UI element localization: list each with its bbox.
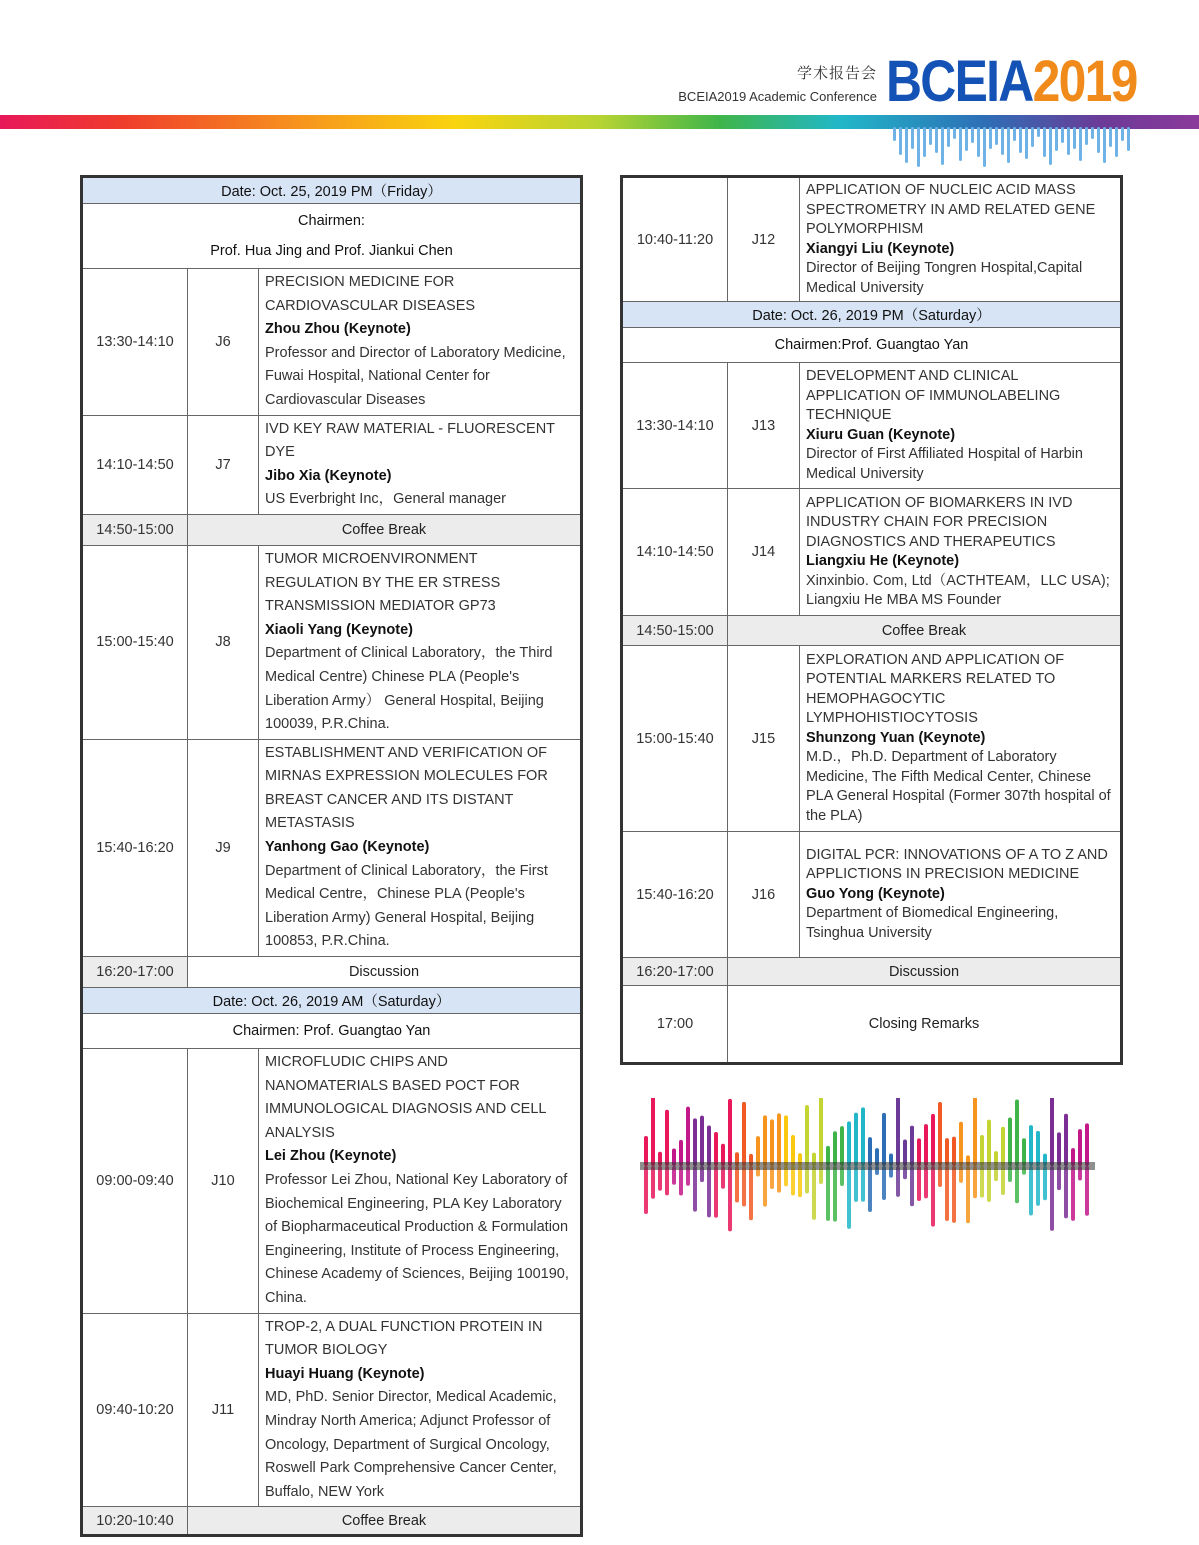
talk-time: 13:30-14:10 [622, 363, 728, 489]
talk-affiliation: Department of Clinical Laboratory，the First Medical Centre，Chinese PLA (People's Liberation Army) General Hospital, Beijing 100853, P.R.China. [265, 862, 548, 950]
session-date: Date: Oct. 25, 2019 PM（Friday） [82, 177, 582, 204]
soundwave-bar [749, 1166, 753, 1220]
soundwave-bar [1103, 127, 1106, 163]
soundwave-bar [1064, 1166, 1068, 1218]
talk-speaker: Huayi Huang (Keynote) [265, 1365, 425, 1382]
closing-label: Closing Remarks [728, 986, 1122, 1064]
talk-row [622, 832, 1122, 958]
soundwave-bar [1115, 127, 1118, 157]
soundwave-bar [707, 1166, 711, 1217]
soundwave-top-decoration [890, 125, 1130, 170]
soundwave-bar [1022, 1138, 1026, 1166]
soundwave-bar [819, 1098, 823, 1166]
soundwave-bar [798, 1166, 802, 1197]
talk-speaker: Guo Yong (Keynote) [806, 885, 945, 902]
talk-code: J8 [188, 545, 259, 739]
talk-code: J10 [188, 1049, 259, 1314]
talk-affiliation: US Everbright Inc，General manager [265, 491, 506, 508]
soundwave-bar [910, 1126, 914, 1166]
talk-details [259, 739, 582, 956]
soundwave-bar [917, 1138, 921, 1166]
talk-details [800, 832, 1122, 958]
talk-affiliation: Director of Beijing Tongren Hospital,Capital Medical University [806, 260, 1083, 296]
discussion-row [82, 957, 582, 988]
talk-speaker: Xiangyi Liu (Keynote) [806, 240, 955, 257]
soundwave-bar [1001, 1127, 1005, 1166]
talk-title: DIGITAL PCR: INNOVATIONS OF A TO Z AND APPLICTIONS IN PRECISION MEDICINE [806, 846, 1108, 883]
soundwave-bar [784, 1115, 788, 1166]
soundwave-bar [1031, 127, 1034, 147]
soundwave-bar [651, 1098, 655, 1166]
soundwave-bar [686, 1107, 690, 1166]
talk-affiliation: MD, PhD. Senior Director, Medical Academic, Mindray North America; Adjunct Professor of Oncology, Department of Surgical Oncology, Roswell Park Comprehensive Cancer Center, Buffalo, NEW York [265, 1389, 557, 1500]
soundwave-bar [700, 1116, 704, 1166]
closing-row [622, 986, 1122, 1064]
talk-title: TUMOR MICROENVIRONMENT REGULATION BY THE ER STRESS TRANSMISSION MEDIATOR GP73 [265, 550, 501, 615]
soundwave-bar [805, 1105, 809, 1166]
closing-time: 17:00 [622, 986, 728, 1064]
talk-title: EXPLORATION AND APPLICATION OF POTENTIAL MARKERS RELATED TO HEMOPHAGOCYTIC LYMPHOHISTIOCYTOSIS [806, 651, 1065, 727]
talk-row [622, 177, 1122, 302]
soundwave-bar [812, 1166, 816, 1220]
logo-year: 2019 [1032, 49, 1137, 114]
talk-affiliation: Director of First Affiliated Hospital of Harbin Medical University [806, 446, 1083, 482]
soundwave-bar [868, 1137, 872, 1166]
soundwave-bar [1019, 127, 1022, 153]
break-row [82, 514, 582, 545]
talk-row [82, 1049, 582, 1314]
break-label: Coffee Break [188, 514, 582, 545]
soundwave-bar [893, 127, 896, 141]
soundwave-bar [899, 127, 902, 155]
soundwave-bar [791, 1166, 795, 1196]
talk-title: APPLICATION OF BIOMARKERS IN IVD INDUSTRY CHAIN FOR PRECISION DIAGNOSTICS AND THERAPEUTICS [806, 494, 1073, 550]
soundwave-bar [791, 1135, 795, 1166]
talk-speaker: Yanhong Gao (Keynote) [265, 839, 430, 856]
header-cn-title: 学术报告会 [796, 65, 877, 82]
soundwave-bar [1085, 1123, 1089, 1166]
soundwave-bar [1037, 127, 1040, 137]
soundwave-bar [977, 127, 980, 157]
talk-affiliation: Xinxinbio. Com, Ltd（ACTHTEAM，LLC USA); Liangxiu He MBA MS Founder [806, 572, 1110, 608]
talk-code: J14 [728, 489, 800, 616]
soundwave-bar [1097, 127, 1100, 153]
talk-affiliation: Professor Lei Zhou, National Key Laboratory of Biochemical Engineering, PLA Key Laboratory of Biopharmaceutical Production & Formulation Engineering, Institute of Process Engineering, Chinese Academy of Sciences, Beijing 100190, China. [265, 1172, 569, 1306]
talk-row [622, 646, 1122, 832]
break-label: Coffee Break [188, 1507, 582, 1536]
soundwave-bar [980, 1166, 984, 1198]
soundwave-bar [805, 1166, 809, 1193]
soundwave-bar [987, 1166, 991, 1202]
talk-time: 14:10-14:50 [82, 415, 188, 514]
talk-affiliation: M.D.，Ph.D. Department of Laboratory Medicine, The Fifth Medical Center, Chinese PLA General Hospital (Former 307th hospital of the PLA) [806, 749, 1111, 824]
soundwave-bar [854, 1166, 858, 1202]
soundwave-bar [1091, 127, 1094, 139]
talk-time: 13:30-14:10 [82, 269, 188, 416]
soundwave-bar [693, 1118, 697, 1166]
soundwave-bar [973, 1098, 977, 1166]
talk-row [82, 1313, 582, 1507]
soundwave-bar [911, 127, 914, 149]
talk-speaker: Zhou Zhou (Keynote) [265, 321, 411, 338]
discussion-label: Discussion [188, 957, 582, 988]
soundwave-bar [1015, 1099, 1019, 1166]
soundwave-bar [1029, 1125, 1033, 1166]
soundwave-bar [1043, 127, 1046, 157]
soundwave-bar [742, 1166, 746, 1206]
soundwave-bar [938, 1102, 942, 1166]
discussion-time: 16:20-17:00 [82, 957, 188, 988]
soundwave-bar [1050, 1098, 1054, 1166]
soundwave-bar [728, 1166, 732, 1231]
soundwave-bar [1121, 127, 1124, 141]
header-en-title: BCEIA2019 Academic Conference [678, 89, 877, 104]
talk-time: 15:00-15:40 [82, 545, 188, 739]
soundwave-bar [763, 1115, 767, 1166]
soundwave-bar [763, 1166, 767, 1207]
talk-title: IVD KEY RAW MATERIAL - FLUORESCENT DYE [265, 420, 555, 461]
soundwave-bar [935, 127, 938, 153]
soundwave-bar [644, 1166, 648, 1214]
break-row [622, 616, 1122, 646]
soundwave-bar [1079, 127, 1082, 161]
soundwave-bar [1001, 127, 1004, 155]
talk-time: 15:40-16:20 [82, 739, 188, 956]
soundwave-bar [1061, 127, 1064, 143]
discussion-row [622, 958, 1122, 986]
soundwave-bar [973, 1166, 977, 1198]
talk-speaker: Liangxiu He (Keynote) [806, 553, 960, 569]
soundwave-bar [1078, 1129, 1082, 1166]
soundwave-bar [770, 1119, 774, 1166]
talk-code: J6 [188, 269, 259, 416]
soundwave-bar [947, 127, 950, 147]
soundwave-bar [966, 1166, 970, 1223]
talk-time: 14:10-14:50 [622, 489, 728, 616]
soundwave-bar [728, 1099, 732, 1166]
talk-speaker: Xiaoli Yang (Keynote) [265, 621, 413, 638]
soundwave-bar [917, 127, 920, 167]
break-label: Coffee Break [728, 616, 1122, 646]
talk-details [259, 545, 582, 739]
chair-label: Chairmen: [298, 213, 365, 229]
soundwave-center-line [640, 1162, 1095, 1170]
soundwave-bar [989, 127, 992, 149]
soundwave-bar [644, 1136, 648, 1166]
soundwave-bar [1064, 1114, 1068, 1166]
schedule-table-right [620, 175, 1123, 1065]
soundwave-bar [861, 1107, 865, 1166]
talk-row [82, 415, 582, 514]
soundwave-bar [1050, 1166, 1054, 1231]
bceia-logo [886, 49, 1137, 114]
soundwave-bar [833, 1166, 837, 1222]
talk-time: 09:00-09:40 [82, 1049, 188, 1314]
soundwave-bar [1029, 1166, 1033, 1216]
talk-details [259, 415, 582, 514]
logo-text: BCEIA [886, 49, 1033, 114]
talk-details [259, 1313, 582, 1507]
talk-code: J16 [728, 832, 800, 958]
soundwave-decoration [640, 1098, 1100, 1233]
talk-details [259, 1049, 582, 1314]
discussion-time: 16:20-17:00 [622, 958, 728, 986]
soundwave-bar [924, 1124, 928, 1166]
session-chairmen: Chairmen:Prof. Guangtao Yan [622, 328, 1122, 363]
soundwave-bar [826, 1166, 830, 1221]
soundwave-bar [959, 127, 962, 161]
soundwave-bar [1007, 127, 1010, 163]
break-time: 14:50-15:00 [82, 514, 188, 545]
talk-speaker: Jibo Xia (Keynote) [265, 467, 392, 484]
soundwave-bar [995, 127, 998, 145]
soundwave-bar [868, 1166, 872, 1212]
talk-title: MICROFLUDIC CHIPS AND NANOMATERIALS BASED POCT FOR IMMUNOLOGICAL DIAGNOSIS AND CELL ANALYSIS [265, 1054, 546, 1141]
soundwave-bar [896, 1098, 900, 1166]
soundwave-bar [679, 1166, 683, 1195]
soundwave-bar [861, 1166, 865, 1202]
soundwave-bar [756, 1136, 760, 1166]
talk-affiliation: Department of Biomedical Engineering, Tsinghua University [806, 905, 1059, 941]
soundwave-bar [923, 127, 926, 157]
break-time: 10:20-10:40 [82, 1507, 188, 1536]
talk-title: ESTABLISHMENT AND VERIFICATION OF MIRNAS EXPRESSION MOLECULES FOR BREAST CANCER AND ITS DISTANT METASTASIS [265, 744, 548, 832]
soundwave-bar [847, 1166, 851, 1229]
soundwave-bar [882, 1166, 886, 1200]
talk-code: J13 [728, 363, 800, 489]
talk-speaker: Xiuru Guan (Keynote) [806, 426, 956, 443]
talk-time: 15:00-15:40 [622, 646, 728, 832]
talk-speaker: Shunzong Yuan (Keynote) [806, 729, 986, 746]
soundwave-bar [847, 1121, 851, 1166]
soundwave-bar [840, 1126, 844, 1166]
soundwave-bar [952, 1137, 956, 1166]
talk-affiliation: Department of Clinical Laboratory，the Third Medical Centre) Chinese PLA (People's Liberation Army） General Hospital, Beijing 100039, P.R.China. [265, 645, 553, 733]
soundwave-bar [983, 127, 986, 167]
soundwave-bar [1073, 127, 1076, 149]
soundwave-bar [1008, 1117, 1012, 1166]
talk-row [82, 269, 582, 416]
talk-title: TROP-2, A DUAL FUNCTION PROTEIN IN TUMOR BIOLOGY [265, 1318, 543, 1359]
soundwave-bar [1015, 1166, 1019, 1203]
soundwave-bar [896, 1166, 900, 1197]
talk-code: J9 [188, 739, 259, 956]
soundwave-bar [1067, 127, 1070, 155]
soundwave-bar [854, 1113, 858, 1166]
talk-row [622, 489, 1122, 616]
soundwave-bar [1025, 127, 1028, 159]
soundwave-bar [714, 1132, 718, 1166]
talk-time: 15:40-16:20 [622, 832, 728, 958]
soundwave-bar [1036, 1166, 1040, 1206]
talk-details [800, 177, 1122, 302]
soundwave-bar [1071, 1166, 1075, 1221]
talk-details [800, 646, 1122, 832]
session-chairmen: Chairmen: Prof. Guangtao Yan [82, 1014, 582, 1049]
soundwave-bar [910, 1166, 914, 1206]
chair-names: Prof. Hua Jing and Prof. Jiankui Chen [210, 243, 453, 259]
soundwave-bar [931, 1166, 935, 1227]
soundwave-bar [1001, 1166, 1005, 1195]
soundwave-bar [693, 1166, 697, 1212]
talk-title: DEVELOPMENT AND CLINICAL APPLICATION OF IMMUNOLABELING TECHNIQUE [806, 368, 1061, 423]
soundwave-bar [1049, 127, 1052, 165]
talk-title: PRECISION MEDICINE FOR CARDIOVASCULAR DISEASES [265, 274, 476, 314]
soundwave-bar [1127, 127, 1130, 151]
soundwave-bar [945, 1166, 949, 1221]
talk-time: 09:40-10:20 [82, 1313, 188, 1507]
soundwave-bar [1057, 1132, 1061, 1166]
session-date: Date: Oct. 26, 2019 AM（Saturday） [82, 988, 582, 1014]
talk-code: J12 [728, 177, 800, 302]
session-date: Date: Oct. 26, 2019 PM（Saturday） [622, 302, 1122, 328]
break-row [82, 1507, 582, 1536]
talk-title: APPLICATION OF NUCLEIC ACID MASS SPECTROMETRY IN AMD RELATED GENE POLYMORPHISM [806, 182, 1096, 237]
soundwave-bar [959, 1122, 963, 1166]
soundwave-bar [980, 1135, 984, 1166]
soundwave-bar [1036, 1131, 1040, 1166]
talk-affiliation: Professor and Director of Laboratory Medicine, Fuwai Hospital, National Center for Cardiovascular Diseases [265, 344, 566, 408]
soundwave-bar [1055, 127, 1058, 151]
talk-details [800, 363, 1122, 489]
talk-details [800, 489, 1122, 616]
soundwave-bar [905, 127, 908, 163]
talk-code: J7 [188, 415, 259, 514]
talk-row [82, 739, 582, 956]
soundwave-bar [929, 127, 932, 145]
soundwave-bar [735, 1166, 739, 1203]
talk-row [82, 545, 582, 739]
soundwave-bar [987, 1120, 991, 1166]
talk-code: J11 [188, 1313, 259, 1507]
soundwave-bar [952, 1166, 956, 1223]
soundwave-bar [945, 1138, 949, 1166]
session-chairmen [82, 204, 582, 269]
talk-code: J15 [728, 646, 800, 832]
soundwave-bar [1043, 1166, 1047, 1200]
soundwave-bar [917, 1166, 921, 1201]
soundwave-bar [707, 1125, 711, 1166]
soundwave-bar [882, 1113, 886, 1166]
soundwave-bar [665, 1166, 669, 1195]
break-time: 14:50-15:00 [622, 616, 728, 646]
schedule-table-left [80, 175, 583, 1537]
soundwave-bar [941, 127, 944, 165]
soundwave-bar [665, 1110, 669, 1166]
talk-row [622, 363, 1122, 489]
soundwave-bar [971, 127, 974, 143]
soundwave-bar [714, 1166, 718, 1218]
soundwave-bar [953, 127, 956, 139]
soundwave-bar [924, 1166, 928, 1198]
soundwave-bar [1085, 127, 1088, 145]
soundwave-bar [965, 127, 968, 151]
soundwave-bar [651, 1166, 655, 1199]
soundwave-bar [1013, 127, 1016, 141]
talk-details [259, 269, 582, 416]
talk-time: 10:40-11:20 [622, 177, 728, 302]
discussion-label: Discussion [728, 958, 1122, 986]
soundwave-bar [1109, 127, 1112, 147]
soundwave-bar [931, 1114, 935, 1166]
talk-speaker: Lei Zhou (Keynote) [265, 1148, 397, 1165]
soundwave-bar [833, 1131, 837, 1166]
soundwave-bar [777, 1113, 781, 1166]
soundwave-bar [742, 1102, 746, 1166]
soundwave-bar [1085, 1166, 1089, 1216]
